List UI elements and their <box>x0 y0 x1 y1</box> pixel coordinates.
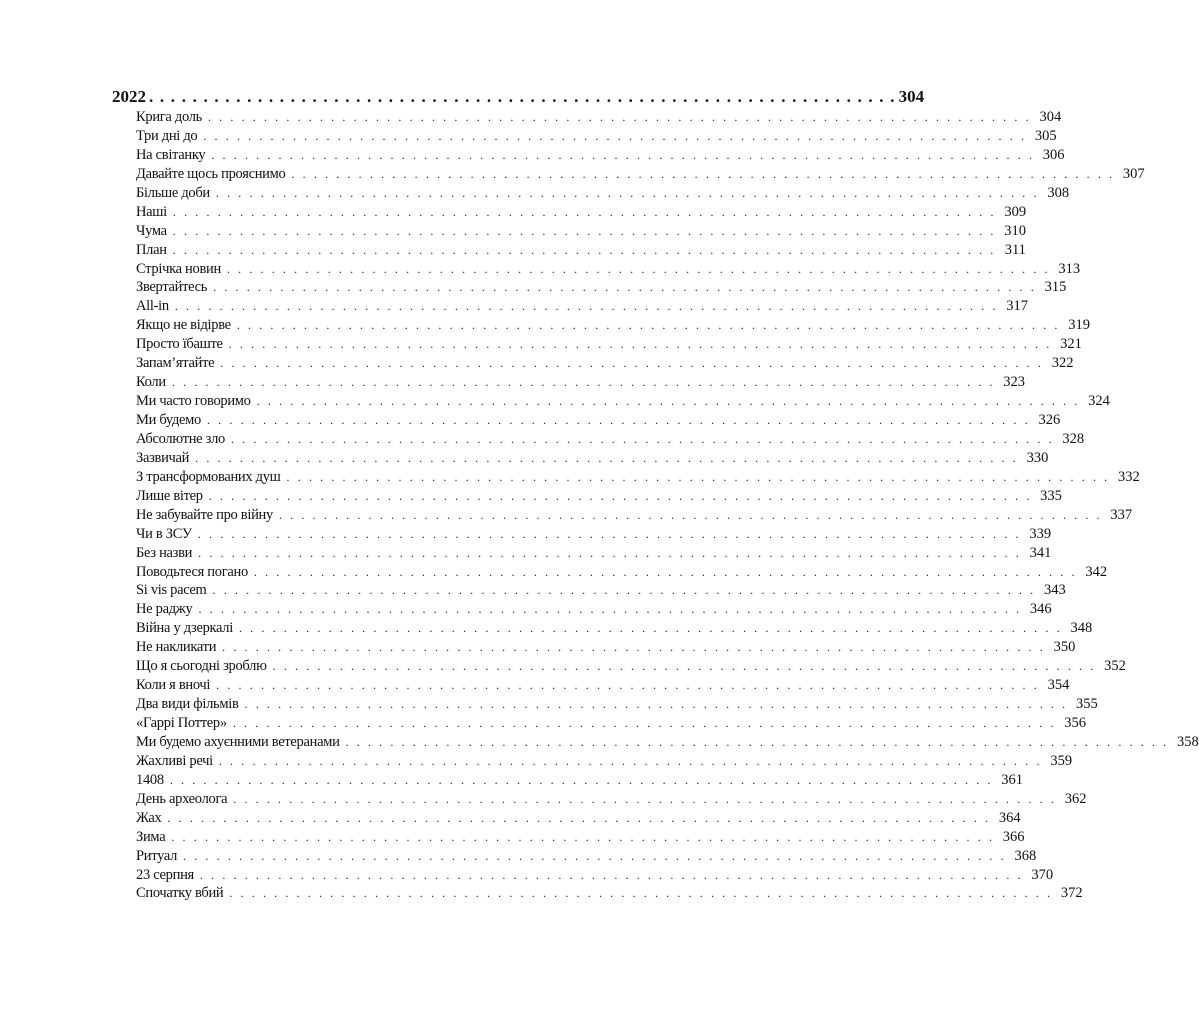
toc-entry-title: Абсолютне зло <box>136 430 225 447</box>
toc-entry <box>112 316 1091 335</box>
toc-entry-title: All-in <box>136 298 169 315</box>
section-page-number: 304 <box>898 87 925 106</box>
leader-dots: . . . . . . . . . . . . . . . . . . . . . . . . . . . . . . . . . . . . . . . . . . . . . . . . . . . . . . . . . . . . . . . . . . . . . . . . . . <box>345 734 1169 749</box>
toc-entry-page-number: 370 <box>1031 866 1054 883</box>
toc-entry <box>112 278 1067 297</box>
leader-dots: . . . . . . . . . . . . . . . . . . . . . . . . . . . . . . . . . . . . . . . . . . . . . . . . . . . . . . . . . . . . . . . . . . . . . . . . . . <box>236 318 1061 333</box>
toc-entry-title: «Гаррі Поттер» <box>136 715 227 731</box>
toc-entry-title: Якщо не відірве <box>136 317 231 334</box>
toc-entry <box>112 525 1052 544</box>
leader-dots: . . . . . . . . . . . . . . . . . . . . . . . . . . . . . . . . . . . . . . . . . . . . . . . . . . . . . . . . . . . . . . . . . . . . . . . . . . <box>172 223 996 238</box>
toc-entry-page-number: 348 <box>1070 620 1093 637</box>
toc-entry-title: Чи в ЗСУ <box>136 525 192 542</box>
leader-dots: . . . . . . . . . . . . . . . . . . . . . . . . . . . . . . . . . . . . . . . . . . . . . . . . . . . . . . . . . . . . . . . . . . . . . . . . . . <box>172 204 997 219</box>
toc-entry-page-number: 311 <box>1004 241 1026 258</box>
toc-entry <box>112 847 1037 866</box>
toc-entry <box>112 241 1026 260</box>
toc-entry-title: Що я сьогодні зроблю <box>136 658 267 675</box>
leader-dots: . . . . . . . . . . . . . . . . . . . . . . . . . . . . . . . . . . . . . . . . . . . . . . . . . . . . . . . . . . . . . . . . . . . . . . . . . . <box>199 867 1024 882</box>
leader-dots: . . . . . . . . . . . . . . . . . . . . . . . . . . . . . . . . . . . . . . . . . . . . . . . . . . . . . . . . . . . . . . . . . . . . . . . . . . <box>208 488 1032 503</box>
leader-dots: . . . . . . . . . . . . . . . . . . . . . . . . . . . . . . . . . . . . . . . . . . . . . . . . . . . . . . . . . . . . . . . . . . . . . . . . . . <box>207 110 1032 124</box>
leader-dots: . . . . . . . . . . . . . . . . . . . . . . . . . . . . . . . . . . . . . . . . . . . . . . . . . . . . . . . . . . . . . . . . . . . . . . . . . . <box>198 602 1022 617</box>
toc-entry <box>112 544 1052 563</box>
leader-dots: . . . . . . . . . . . . . . . . . . . . . . . . . . . . . . . . . . . . . . . . . . . . . . . . . . . . . . . . . . . . . . . . . . . . . . . . . . <box>238 621 1063 636</box>
toc-entry-page-number: 305 <box>1034 127 1057 144</box>
toc-entry-title: Не забувайте про війну <box>136 506 273 523</box>
leader-dots: . . . . . . . . . . . . . . . . . . . . . . . . . . . . . . . . . . . . . . . . . . . . . . . . . . . . . . . . . . . . . . . . . . . . . . . . . . <box>226 261 1051 276</box>
leader-dots: . . . . . . . . . . . . . . . . . . . . . . . . . . . . . . . . . . . . . . . . . . . . . . . . . . . . . . . . . . . . . . . . . . . . . . . . . . <box>232 716 1057 730</box>
toc-entry-title: Наші <box>136 203 167 220</box>
toc-entry <box>112 563 1108 582</box>
toc-entry <box>112 884 1083 903</box>
toc-entry-page-number: 307 <box>1122 165 1145 182</box>
toc-entry-page-number: 337 <box>1110 506 1133 523</box>
toc-entry-title: Поводьтеся погано <box>136 563 248 580</box>
toc-entry-page-number: 352 <box>1104 658 1126 675</box>
toc-entry <box>112 714 1087 733</box>
toc-entry-page-number: 322 <box>1051 355 1074 372</box>
leader-dots: . . . . . . . . . . . . . . . . . . . . . . . . . . . . . . . . . . . . . . . . . . . . . . . . . . . . . . . . . . . . . . . . . . . . . . . . . . <box>233 791 1057 806</box>
toc-entry-title: Ми будемо <box>136 412 201 428</box>
leader-dots: . . . . . . . . . . . . . . . . . . . . . . . . . . . . . . . . . . . . . . . . . . . . . . . . . . . . . . . . . . . . . . . . . . . . . . . . . . <box>169 772 994 787</box>
toc-entry-page-number: 332 <box>1118 468 1140 485</box>
toc-entry <box>112 146 1065 165</box>
toc-entry <box>112 335 1082 354</box>
toc-entry-page-number: 328 <box>1062 430 1085 447</box>
toc-entry-title: Три дні до <box>136 127 198 144</box>
toc-entry <box>112 392 1110 411</box>
toc-entry-title: Жах <box>136 809 162 826</box>
toc-entry <box>112 866 1054 885</box>
toc-entry-page-number: 313 <box>1058 260 1081 277</box>
section-heading <box>112 86 925 108</box>
toc-entry <box>112 260 1081 279</box>
toc-entry-title: Війна у дзеркалі <box>136 620 233 637</box>
leader-dots: . . . . . . . . . . . . . . . . . . . . . . . . . . . . . . . . . . . . . . . . . . . . . . . . . . . . . . . . . . . . . . . . . . . . . . . . . . <box>167 810 991 825</box>
toc-entry <box>112 809 1021 828</box>
toc-entry-title: 1408 <box>136 771 164 788</box>
toc-entry <box>112 771 1024 790</box>
toc-entry <box>112 127 1057 146</box>
leader-dots: . . . . . . . . . . . . . . . . . . . . . . . . . . . . . . . . . . . . . . . . . . . . . . . . . . . . . . . . . . . . . . . . . . . . . . . . . . <box>212 583 1036 598</box>
leader-dots: . . . . . . . . . . . . . . . . . . . . . . . . . . . . . . . . . . . . . . . . . . . . . . . . . . . . . . . . . . . . . . . . . . . . . . . . . . <box>174 299 999 314</box>
leader-dots: . . . . . . . . . . . . . . . . . . . . . . . . . . . . . . . . . . . . . . . . . . . . . . . . . . . . . . . . . . . . . . . . . . . . . <box>149 87 896 106</box>
toc-entry <box>112 373 1026 392</box>
toc-entry-page-number: 368 <box>1014 847 1037 864</box>
leader-dots: . . . . . . . . . . . . . . . . . . . . . . . . . . . . . . . . . . . . . . . . . . . . . . . . . . . . . . . . . . . . . . . . . . . . . . . . . . <box>211 147 1035 162</box>
toc-entry <box>112 600 1052 619</box>
toc-entry-title: Жахливі речі <box>136 752 213 769</box>
toc-entry-page-number: 309 <box>1004 203 1027 220</box>
toc-entry-page-number: 319 <box>1068 317 1091 334</box>
leader-dots: . . . . . . . . . . . . . . . . . . . . . . . . . . . . . . . . . . . . . . . . . . . . . . . . . . . . . . . . . . . . . . . . . . . . . . . . . . <box>272 659 1096 674</box>
toc-entry-title: Не раджу <box>136 601 193 618</box>
toc-entry-title: Не накликати <box>136 639 217 656</box>
toc-entry-title: Лише вітер <box>136 487 203 504</box>
toc-entry-page-number: 308 <box>1047 184 1070 201</box>
toc-entry <box>112 752 1073 771</box>
toc-entry-title: Ритуал <box>136 847 178 864</box>
toc-entry-page-number: 372 <box>1060 885 1083 902</box>
toc-entry-page-number: 343 <box>1043 582 1066 599</box>
toc-entry <box>112 619 1093 638</box>
toc-entry <box>112 657 1126 676</box>
leader-dots: . . . . . . . . . . . . . . . . . . . . . . . . . . . . . . . . . . . . . . . . . . . . . . . . . . . . . . . . . . . . . . . . . . . . . . . . . . <box>218 753 1043 768</box>
toc-entry-title: Коли <box>136 374 166 391</box>
toc-entry-page-number: 366 <box>1002 828 1025 845</box>
toc-entry <box>112 790 1087 809</box>
toc-entry-page-number: 341 <box>1029 544 1052 561</box>
toc-entry <box>112 468 1140 487</box>
toc-entry <box>112 581 1066 600</box>
toc-entry-title: Коли я вночі <box>136 677 211 694</box>
toc-entry <box>112 203 1027 222</box>
toc-entry-title: Ми часто говоримо <box>136 393 251 410</box>
toc-entry-title: Звертайтесь <box>136 279 208 296</box>
toc-entry-title: Крига доль <box>136 109 202 125</box>
table-of-contents <box>112 86 1199 903</box>
leader-dots: . . . . . . . . . . . . . . . . . . . . . . . . . . . . . . . . . . . . . . . . . . . . . . . . . . . . . . . . . . . . . . . . . . . . . . . . . . <box>171 375 996 390</box>
toc-entry-title: Зима <box>136 828 166 845</box>
toc-entry-page-number: 315 <box>1044 279 1067 296</box>
leader-dots: . . . . . . . . . . . . . . . . . . . . . . . . . . . . . . . . . . . . . . . . . . . . . . . . . . . . . . . . . . . . . . . . . . . . . . . . . . <box>256 394 1080 409</box>
toc-entry-page-number: 310 <box>1004 222 1026 239</box>
toc-entry-page-number: 350 <box>1053 639 1076 656</box>
toc-entry <box>112 411 1061 430</box>
toc-entry <box>112 638 1076 657</box>
toc-entry-title: План <box>136 241 167 258</box>
toc-entry-page-number: 306 <box>1042 146 1065 163</box>
toc-entry-page-number: 321 <box>1060 336 1082 353</box>
toc-entry-page-number: 330 <box>1026 449 1049 466</box>
toc-entry <box>112 506 1133 525</box>
toc-entry-page-number: 324 <box>1088 393 1110 410</box>
toc-entry <box>112 828 1025 847</box>
leader-dots: . . . . . . . . . . . . . . . . . . . . . . . . . . . . . . . . . . . . . . . . . . . . . . . . . . . . . . . . . . . . . . . . . . . . . . . . . . <box>220 356 1044 371</box>
toc-entry-page-number: 342 <box>1085 563 1108 580</box>
leader-dots: . . . . . . . . . . . . . . . . . . . . . . . . . . . . . . . . . . . . . . . . . . . . . . . . . . . . . . . . . . . . . . . . . . . . . . . . . . <box>213 280 1037 295</box>
toc-entry-title: 23 серпня <box>136 866 194 883</box>
toc-entry <box>112 449 1049 468</box>
leader-dots: . . . . . . . . . . . . . . . . . . . . . . . . . . . . . . . . . . . . . . . . . . . . . . . . . . . . . . . . . . . . . . . . . . . . . . . . . . <box>206 413 1031 427</box>
toc-entry-title: День археолога <box>136 790 228 807</box>
toc-entry <box>112 487 1062 506</box>
toc-entry-page-number: 359 <box>1050 752 1073 769</box>
toc-entry-title: Два види фільмів <box>136 696 239 713</box>
toc-entry <box>112 297 1029 316</box>
toc-entry-page-number: 346 <box>1029 601 1052 618</box>
toc-entries-list <box>112 108 1199 903</box>
leader-dots: . . . . . . . . . . . . . . . . . . . . . . . . . . . . . . . . . . . . . . . . . . . . . . . . . . . . . . . . . . . . . . . . . . . . . . . . . . <box>203 128 1027 143</box>
leader-dots: . . . . . . . . . . . . . . . . . . . . . . . . . . . . . . . . . . . . . . . . . . . . . . . . . . . . . . . . . . . . . . . . . . . . . . . . . . <box>286 469 1110 484</box>
leader-dots: . . . . . . . . . . . . . . . . . . . . . . . . . . . . . . . . . . . . . . . . . . . . . . . . . . . . . . . . . . . . . . . . . . . . . . . . . . <box>253 564 1078 579</box>
leader-dots: . . . . . . . . . . . . . . . . . . . . . . . . . . . . . . . . . . . . . . . . . . . . . . . . . . . . . . . . . . . . . . . . . . . . . . . . . . <box>183 848 1007 863</box>
toc-entry-page-number: 362 <box>1064 790 1087 807</box>
toc-entry-title: Давайте щось прояснимо <box>136 165 286 182</box>
toc-entry-page-number: 326 <box>1038 412 1061 428</box>
toc-entry-title: Без назви <box>136 544 193 561</box>
toc-entry-page-number: 323 <box>1003 374 1026 391</box>
toc-entry-page-number: 355 <box>1075 696 1098 713</box>
toc-entry <box>112 733 1199 752</box>
toc-entry-page-number: 356 <box>1064 715 1087 731</box>
toc-entry-page-number: 304 <box>1039 109 1062 125</box>
leader-dots: . . . . . . . . . . . . . . . . . . . . . . . . . . . . . . . . . . . . . . . . . . . . . . . . . . . . . . . . . . . . . . . . . . . . . . . . . . <box>244 697 1068 712</box>
toc-entry <box>112 108 1062 127</box>
toc-entry-title: Більше доби <box>136 184 210 201</box>
toc-entry-title: Просто їбаште <box>136 336 223 353</box>
leader-dots: . . . . . . . . . . . . . . . . . . . . . . . . . . . . . . . . . . . . . . . . . . . . . . . . . . . . . . . . . . . . . . . . . . . . . . . . . . <box>291 166 1115 181</box>
toc-entry <box>112 430 1085 449</box>
leader-dots: . . . . . . . . . . . . . . . . . . . . . . . . . . . . . . . . . . . . . . . . . . . . . . . . . . . . . . . . . . . . . . . . . . . . . . . . . . <box>198 545 1022 560</box>
leader-dots: . . . . . . . . . . . . . . . . . . . . . . . . . . . . . . . . . . . . . . . . . . . . . . . . . . . . . . . . . . . . . . . . . . . . . . . . . . <box>229 886 1053 901</box>
toc-entry <box>112 354 1074 373</box>
toc-entry-page-number: 364 <box>998 809 1021 826</box>
section-year: 2022 <box>112 87 146 106</box>
leader-dots: . . . . . . . . . . . . . . . . . . . . . . . . . . . . . . . . . . . . . . . . . . . . . . . . . . . . . . . . . . . . . . . . . . . . . . . . . . <box>228 337 1052 352</box>
toc-entry-title: Ми будемо ахуєнними ветеранами <box>136 733 340 750</box>
toc-entry <box>112 222 1026 241</box>
leader-dots: . . . . . . . . . . . . . . . . . . . . . . . . . . . . . . . . . . . . . . . . . . . . . . . . . . . . . . . . . . . . . . . . . . . . . . . . . . <box>172 242 996 257</box>
toc-entry-page-number: 335 <box>1040 487 1062 504</box>
toc-entry-title: Спочатку вбий <box>136 885 224 902</box>
toc-entry-page-number: 361 <box>1001 771 1024 788</box>
toc-entry-page-number: 317 <box>1006 298 1029 315</box>
toc-entry-title: Запам’ятайте <box>136 355 215 372</box>
toc-entry-title: З трансформованих душ <box>136 468 281 485</box>
leader-dots: . . . . . . . . . . . . . . . . . . . . . . . . . . . . . . . . . . . . . . . . . . . . . . . . . . . . . . . . . . . . . . . . . . . . . . . . . . <box>195 450 1019 465</box>
leader-dots: . . . . . . . . . . . . . . . . . . . . . . . . . . . . . . . . . . . . . . . . . . . . . . . . . . . . . . . . . . . . . . . . . . . . . . . . . . <box>230 431 1055 446</box>
toc-entry-title: На світанку <box>136 146 206 163</box>
leader-dots: . . . . . . . . . . . . . . . . . . . . . . . . . . . . . . . . . . . . . . . . . . . . . . . . . . . . . . . . . . . . . . . . . . . . . . . . . . <box>171 829 995 844</box>
toc-entry <box>112 184 1070 203</box>
toc-entry-title: Зазвичай <box>136 449 190 466</box>
toc-entry-page-number: 339 <box>1029 525 1052 542</box>
toc-entry-title: Чума <box>136 222 167 239</box>
leader-dots: . . . . . . . . . . . . . . . . . . . . . . . . . . . . . . . . . . . . . . . . . . . . . . . . . . . . . . . . . . . . . . . . . . . . . . . . . . <box>222 640 1046 655</box>
toc-entry-title: Стрічка новин <box>136 260 221 277</box>
toc-entry-page-number: 358 <box>1177 733 1199 750</box>
toc-entry-page-number: 354 <box>1047 677 1070 694</box>
toc-entry <box>112 165 1145 184</box>
leader-dots: . . . . . . . . . . . . . . . . . . . . . . . . . . . . . . . . . . . . . . . . . . . . . . . . . . . . . . . . . . . . . . . . . . . . . . . . . . <box>197 526 1022 541</box>
toc-entry-title: Si vis pacem <box>136 582 207 599</box>
toc-entry <box>112 676 1070 695</box>
leader-dots: . . . . . . . . . . . . . . . . . . . . . . . . . . . . . . . . . . . . . . . . . . . . . . . . . . . . . . . . . . . . . . . . . . . . . . . . . . <box>215 185 1040 200</box>
leader-dots: . . . . . . . . . . . . . . . . . . . . . . . . . . . . . . . . . . . . . . . . . . . . . . . . . . . . . . . . . . . . . . . . . . . . . . . . . . <box>278 507 1103 522</box>
leader-dots: . . . . . . . . . . . . . . . . . . . . . . . . . . . . . . . . . . . . . . . . . . . . . . . . . . . . . . . . . . . . . . . . . . . . . . . . . . <box>216 678 1040 693</box>
toc-entry <box>112 695 1098 714</box>
